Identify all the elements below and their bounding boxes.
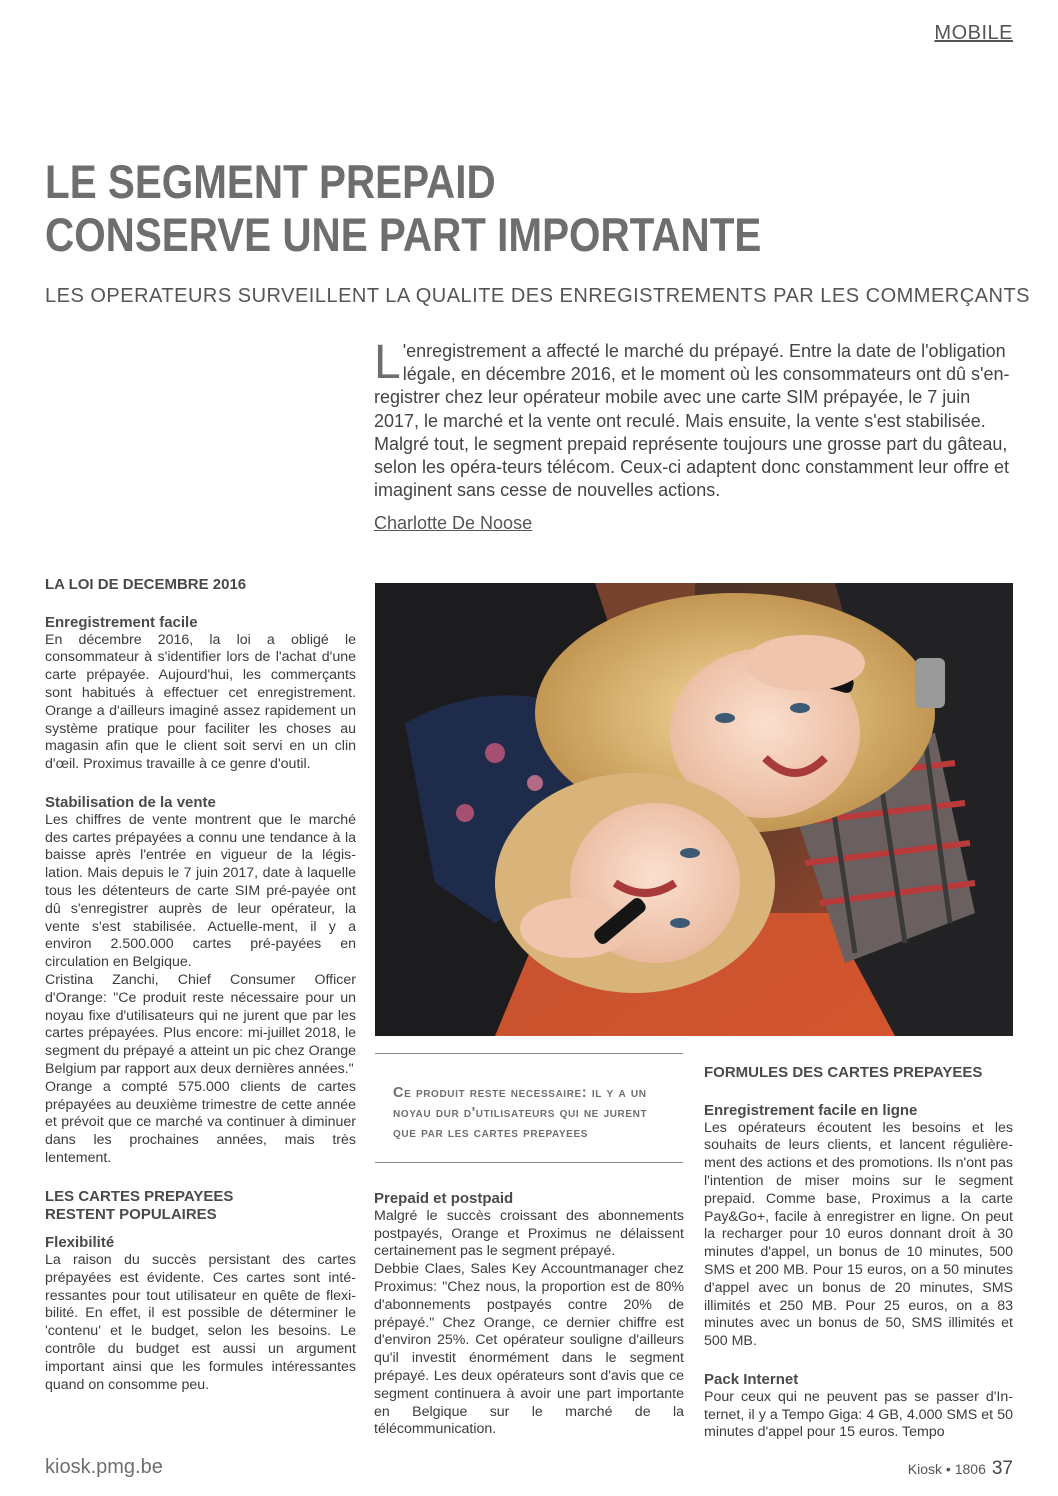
- paragraph-stabilisation-2: Cristina Zanchi, Chief Consumer Officer d'Orange: "Ce produit reste nécessaire pour un noyau fixe d'utilisateurs qui ne jurent que par les cartes prépayées. Plus encore: mi-juillet 2018, le segment du prépayé a atteint un pic chez Orange Belgium par rapport aux deux dernières années.": [45, 971, 356, 1077]
- section-heading-cartes-line2: RESTENT POPULAIRES: [45, 1205, 217, 1223]
- article-title: [45, 155, 888, 261]
- drop-cap: L: [374, 336, 401, 389]
- title-line-1: LE SEGMENT PREPAID: [45, 155, 496, 208]
- paragraph-prepaid-1: Malgré le succès croissant des abonnements postpayés, Orange et Proximus ne délaissent certainement pas le segment prépayé.: [374, 1207, 684, 1260]
- column-middle: [374, 1190, 684, 1439]
- footer-website[interactable]: kiosk.pmg.be: [45, 1456, 163, 1478]
- subheading-stabilisation: Stabilisation de la vente: [45, 793, 216, 811]
- section-tag: MOBILE: [934, 22, 1013, 44]
- pullquote-bottom-rule: [375, 1162, 683, 1163]
- article-subtitle: LES OPERATEURS SURVEILLENT LA QUALITE DES ENREGISTREMENTS PAR LES COMMERÇANTS: [45, 285, 1031, 307]
- paragraph-stabilisation-1: Les chiffres de vente montrent que le marché des cartes prépayées a connu une tendance à la baisse après l'entrée en vigueur de la légis-lation. Mais depuis le 7 juin 2017, date à laquelle tous les détenteurs de carte SIM pré-payée ont dû s'enregistrer auprès de leur opérateur, la vente s'est stabilisée. Actuelle-ment, il y a environ 2.500.000 cartes pré-payées en circulation en Belgique.: [45, 811, 356, 971]
- page-number: 37: [991, 1458, 1013, 1479]
- section-heading-cartes: [45, 1188, 356, 1224]
- paragraph-prepaid-2: Debbie Claes, Sales Key Accountmanager chez Proximus: "Chez nous, la proportion est de 80% d'abonnements postpayés contre 20% de prépayé." Chez Orange, ce dernier chiffre est d'environ 25%. Cet opérateur souligne d'ailleurs qu'il investit énormément dans le segment prépayé. Les deux opérateurs sont d'avis que ce segment continuera à avoir une part importante en Belgique sur le marché de la télécommunication.: [374, 1261, 684, 1438]
- intro-text: 'enregistrement a affecté le marché du prépayé. Entre la date de l'obligation légale, en décembre 2016, et le moment où les consommateurs ont dû s'en-registrer chez leur opérateur mobile avec une carte SIM prépayée, le 7 juin 2017, le marché et la vente ont reculé. Mais ensuite, la vente s'est stabilisée. Malgré tout, le segment prepaid représente toujours une grosse part du gâteau, selon les opéra-teurs télécom. Ceux-ci adaptent donc constamment leur offre et imaginent sans cesse de nouvelles actions.: [374, 341, 1010, 501]
- photo-two-women-phones-icon: [375, 583, 1013, 1036]
- subheading-pack-internet: Pack Internet: [704, 1370, 799, 1388]
- column-right: [704, 1064, 1013, 1442]
- intro-paragraph: [374, 336, 1014, 502]
- paragraph-stabilisation-3: Orange a compté 575.000 clients de cartes prépayées au deuxième trimestre de cette année et prévoit que ce marché va continuer à diminuer dans les prochaines années, mais très lentement.: [45, 1078, 356, 1166]
- pullquote-top-rule: [375, 1053, 683, 1054]
- subheading-enregistrement: Enregistrement facile: [45, 613, 198, 631]
- subheading-enregistrement-ligne: Enregistrement facile en ligne: [704, 1101, 918, 1119]
- author-byline: Charlotte De Noose: [374, 513, 533, 533]
- section-heading-cartes-line1: LES CARTES PREPAYEES: [45, 1187, 234, 1205]
- paragraph-flexibilite: La raison du succès persistant des cartes prépayées est évidente. Ces cartes sont inté-ressantes pour tout utilisateur en quête de flexi-bilité. En effet, il est possible de déterminer le 'contenu' et le budget, selon les besoins. Le contrôle du budget est aussi un argument important ainsi que les formules intéressantes quand on consomme peu.: [45, 1252, 356, 1393]
- section-heading-formules: FORMULES DES CARTES PREPAYEES: [704, 1064, 983, 1081]
- subheading-flexibilite: Flexibilité: [45, 1234, 115, 1252]
- issue-label: Kiosk • 1806: [907, 1461, 986, 1477]
- paragraph-pack-internet: Pour ceux qui ne peuvent pas se passer d'In-ternet, il y a Tempo Giga: 4 GB, 4.000 SMS et 50 minutes d'appel pour 15 euros. Tempo: [704, 1388, 1013, 1441]
- footer-issue: [908, 1458, 1013, 1480]
- subheading-prepaid-postpaid: Prepaid et postpaid: [374, 1190, 514, 1207]
- paragraph-enregistrement-ligne: Les opérateurs écoutent les besoins et les souhaits de leurs clients, et lancent régulière-ment des actions et des promotions. Ils n'ont pas l'intention de miser moins sur le segment prepaid. Comme base, Proximus a la carte Pay&Go+, facile à enregistrer en ligne. On peut la recharger pour 10 euros donnant droit à 30 minutes d'appel, un bonus de 10 minutes, 500 SMS et 200 MB. Pour 15 euros, on a 50 minutes d'appel avec un bonus de 20 minutes, SMS illimités et 250 MB. Pour 25 euros, on a 83 minutes avec un bonus de 50, SMS illimités et 500 MB.: [704, 1119, 1013, 1350]
- article-photo: [375, 583, 1013, 1036]
- section-heading-loi: LA LOI DE DECEMBRE 2016: [45, 576, 247, 593]
- pullquote: Ce produit reste necessaire: il y a un noyau dur d'utilisateurs qui ne jurent que par les cartes prepayees: [393, 1085, 648, 1141]
- paragraph-enregistrement: En décembre 2016, la loi a obligé le consommateur à s'identifier lors de l'achat d'une carte prépayée. Aujourd'hui, les commerçants sont habitués à effectuer cet enregistrement. Orange a d'ailleurs imaginé assez rapidement un système pratique pour faciliter les choses au magasin afin que le client soit servi en un clin d'œil. Proximus travaille à ce genre d'outil.: [45, 631, 356, 773]
- column-left: [45, 576, 356, 1394]
- title-line-2: CONSERVE UNE PART IMPORTANTE: [45, 208, 762, 261]
